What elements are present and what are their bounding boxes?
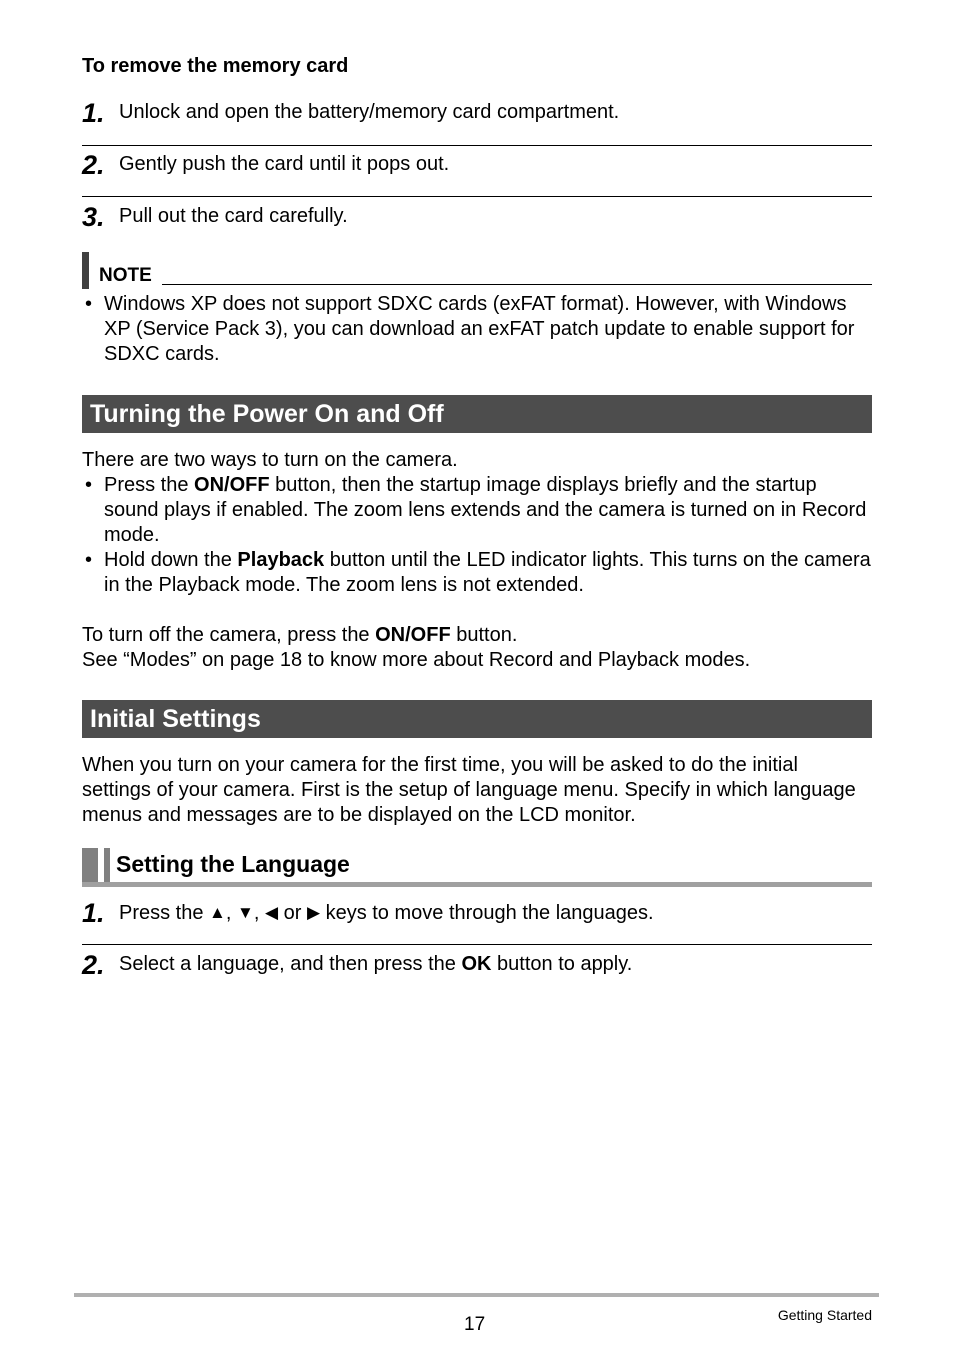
bullet-text: Hold down the Playback button until the LED indicator lights. This turns on the camera in the Playback mode. The zoom lens is not extended. (104, 549, 871, 596)
note-rule (162, 284, 872, 285)
step-text: Press the ▲, ▼, ◀ or ▶ keys to move through the languages. (119, 902, 654, 924)
power-intro: There are two ways to turn on the camera. (82, 449, 458, 471)
bullet-text: Press the ON/OFF button, then the startup image displays briefly and the startup sound plays if enabled. The zoom lens extends and the camera is turned on in Record mode. (104, 474, 867, 546)
step-3 (82, 202, 872, 242)
language-step-1 (82, 898, 872, 938)
note-marker (82, 252, 89, 289)
step-number: 1. (82, 898, 105, 928)
bullet-dot: • (85, 293, 93, 315)
subheading-marker (82, 848, 98, 884)
up-arrow-icon: ▲ (209, 903, 226, 922)
power-off-text: To turn off the camera, press the ON/OFF button. (82, 624, 518, 646)
note-text: Windows XP does not support SDXC cards (exFAT format). However, with Windows XP (Service Pack 3), you can download an exFAT patch update to enable support for SDXC cards. (104, 293, 855, 365)
footer-section-name: Getting Started (777, 1307, 872, 1323)
playback-button-label: Playback (237, 549, 325, 571)
step-text: Unlock and open the battery/memory card compartment. (119, 101, 620, 123)
divider (82, 196, 872, 197)
section-banner-initial (82, 700, 872, 738)
bullet-dot: • (85, 549, 93, 571)
page-number: 17 (464, 1314, 486, 1335)
step-number: 2. (82, 150, 105, 180)
divider (82, 944, 872, 945)
step-text: Gently push the card until it pops out. (119, 153, 450, 175)
step-text: Pull out the card carefully. (119, 205, 348, 227)
right-arrow-icon: ▶ (306, 903, 321, 922)
initial-paragraph: When you turn on your camera for the first time, you will be asked to do the initial settings of your camera. First is the setup of language menu. Specify in which language menus and messages are to be displayed on the LCD monitor. (82, 754, 856, 826)
step-number: 2. (82, 950, 105, 980)
step-number: 3. (82, 202, 105, 232)
language-step-2 (82, 950, 872, 990)
ok-button-label: OK (461, 953, 492, 975)
subheading-language: Setting the Language (116, 851, 350, 877)
footer-rule (74, 1293, 879, 1297)
subheading-rule (82, 882, 872, 887)
step-number: 1. (82, 98, 105, 128)
see-modes-text: See “Modes” on page 18 to know more about Record and Playback modes. (82, 649, 751, 671)
note-label: NOTE (99, 265, 152, 286)
section-title: Turning the Power On and Off (90, 400, 444, 428)
step-1 (82, 98, 872, 138)
section-title: Initial Settings (90, 705, 261, 733)
bullet-dot: • (85, 474, 93, 496)
section-banner-power (82, 395, 872, 433)
onoff-button-label: ON/OFF (194, 474, 270, 496)
divider (82, 145, 872, 146)
down-arrow-icon: ▼ (237, 903, 254, 922)
section-heading-remove-card: To remove the memory card (82, 55, 349, 77)
subheading-marker (104, 848, 110, 884)
step-2 (82, 150, 872, 190)
step-text: Select a language, and then press the OK button to apply. (119, 953, 633, 975)
left-arrow-icon: ◀ (264, 903, 279, 922)
